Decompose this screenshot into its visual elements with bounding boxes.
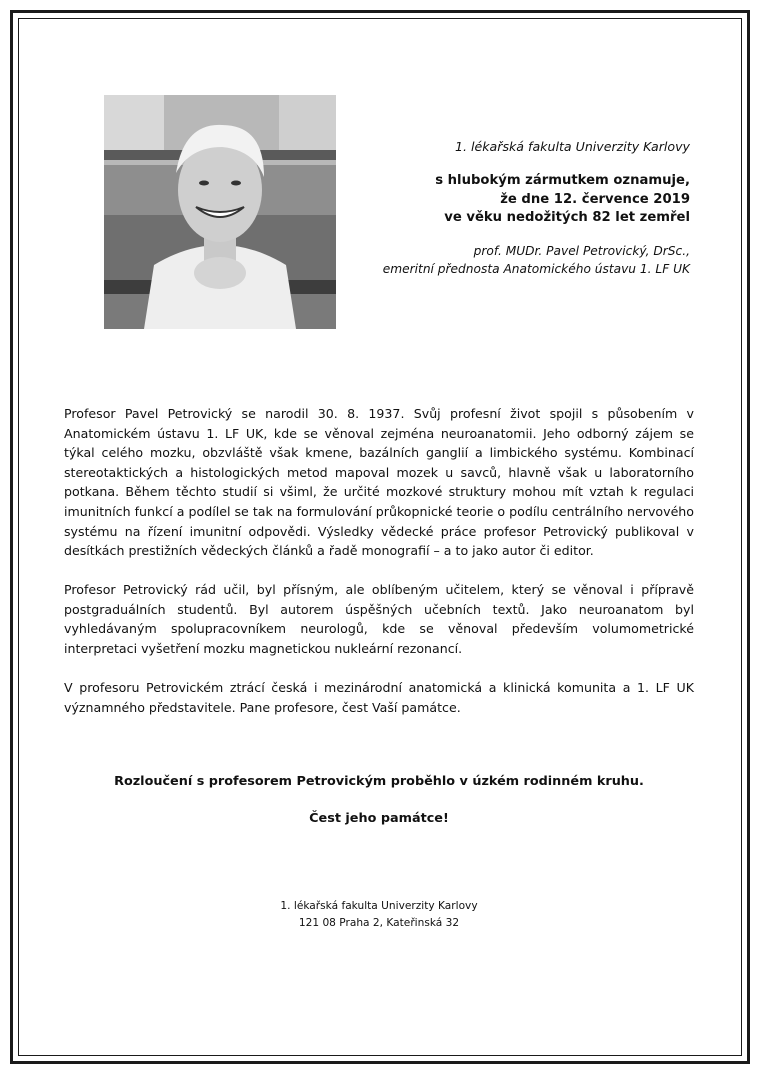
- footer-faculty: 1. lékařská fakulta Univerzity Karlovy: [280, 900, 478, 912]
- paragraph: Profesor Pavel Petrovický se narodil 30. 8. 1937. Svůj profesní život spojil s působením v Anatomickém ústavu 1. LF UK, kde se věnoval zejména neuroanatomii. Jeho odborný zájem se týkal celého mozku, obzvláště však kmene, bazálních ganglií a limbického systému. Kombinací stereotaktických a histologických metod mapoval mozek u savců, hlavně však u laboratorního potkana. Během těchto studií si všiml, že určité mozkové struktury mohou mít vztah k regulaci imunitních funkcí a podílel se tak na formulování průkopnické teorie o podílu centrálního nervového systému na řízení imunitní odpovědi. Výsledky vědecké práce profesor Petrovický publikoval v desítkách prestižních vědeckých článků a řadě monografií – a to jako autor či editor.: [64, 406, 694, 559]
- deceased-name-title: [310, 242, 690, 278]
- announcement-header: [310, 138, 690, 278]
- farewell-tribute: Čest jeho památce!: [309, 811, 449, 826]
- announcement-line: že dne 12. července 2019: [500, 191, 690, 207]
- announcement-line: s hlubokým zármutkem oznamuje,: [435, 173, 690, 188]
- farewell-note: Rozloučení s profesorem Petrovickým proběhlo v úzkém rodinném kruhu.: [114, 774, 644, 789]
- announcement-text: [310, 172, 690, 228]
- footer-address: [64, 898, 694, 932]
- portrait-photo: [104, 95, 336, 329]
- paragraph: V profesoru Petrovickém ztrácí česká i mezinárodní anatomická a klinická komunita a 1. LF UK významného představitele. Pane profesore, čest Vaší památce.: [64, 679, 694, 715]
- faculty-name: 1. lékařská fakulta Univerzity Karlovy: [454, 139, 690, 154]
- paragraph: Profesor Petrovický rád učil, byl přísným, ale oblíbeným učitelem, který se věnoval i přípravě postgraduálních studentů. Byl autorem úspěšných učebních textů. Jako neuroanatom byl vyhledávaným spolupracovníkem neurologů, kde se věnoval především volumometrické interpretaci vyšetření mozku magnetickou nukleární rezonancí.: [64, 582, 694, 656]
- farewell-section: [64, 772, 694, 846]
- person-position: emeritní přednosta Anatomického ústavu 1. LF UK: [382, 261, 690, 276]
- person-name: prof. MUDr. Pavel Petrovický, DrSc.,: [473, 243, 690, 258]
- footer-street: 121 08 Praha 2, Kateřinská 32: [298, 917, 460, 929]
- announcement-line: ve věku nedožitých 82 let zemřel: [444, 210, 690, 225]
- obituary-body: [64, 404, 694, 736]
